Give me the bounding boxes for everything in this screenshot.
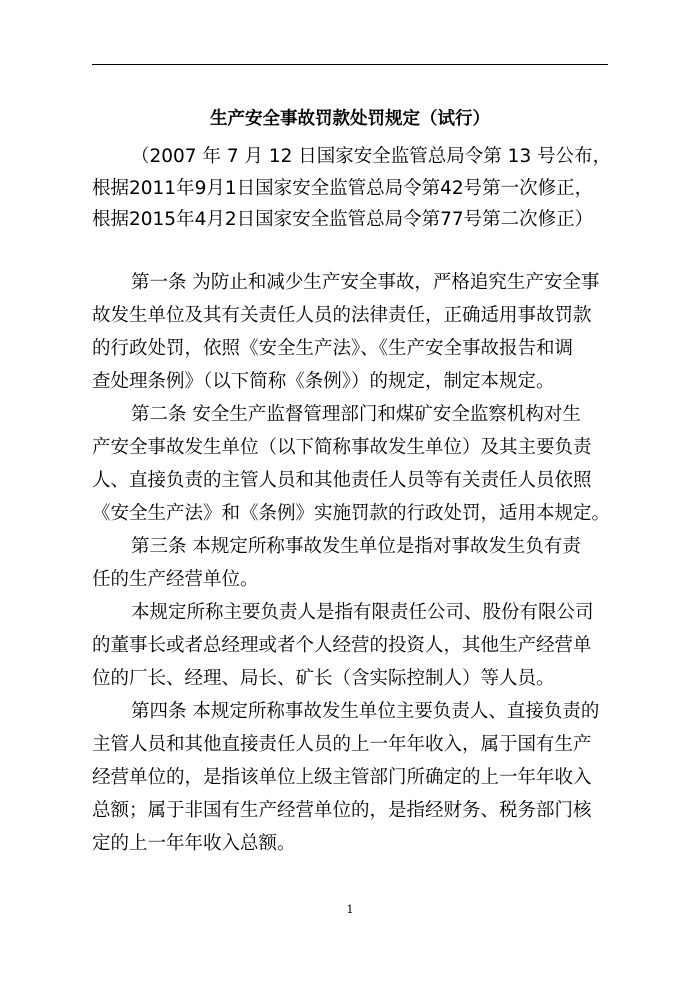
issuance-line-3: 根据2015年4月2日国家安全监管总局令第77号第二次修正） (92, 209, 594, 230)
article-2-line-2: 产安全事故发生单位（以下简称事故发生单位）及其主要负责 (92, 437, 592, 458)
issuance-line-1: （2007 年 7 月 12 日国家安全监管总局令第 13 号公布， (131, 146, 612, 167)
article-2-line-4: 《安全生产法》和《条例》实施罚款的行政处罚，适用本规定。 (92, 503, 611, 524)
article-3-para-2-line-2: 的董事长或者总经理或者个人经营的投资人，其他生产经营单 (92, 635, 592, 656)
header-rule (92, 64, 608, 65)
article-4-line-4: 总额；属于非国有生产经营单位的，是指经财务、税务部门核 (92, 800, 592, 821)
article-3-line-1: 第三条 本规定所称事故发生单位是指对事故发生负有责 (131, 536, 581, 557)
article-4-line-3: 经营单位的，是指该单位上级主管部门所确定的上一年年收入 (92, 767, 592, 788)
article-4-line-5: 定的上一年年收入总额。 (92, 833, 296, 854)
article-1-line-1: 第一条 为防止和减少生产安全事故，严格追究生产安全事 (131, 272, 600, 293)
article-4-line-1: 第四条 本规定所称事故发生单位主要负责人、直接负责的 (131, 701, 600, 722)
article-3-para-2-line-3: 位的厂长、经理、局长、矿长（含实际控制人）等人员。 (92, 668, 555, 689)
article-4-line-2: 主管人员和其他直接责任人员的上一年年收入，属于国有生产 (92, 734, 592, 755)
page-number: 1 (346, 903, 354, 916)
article-2-line-1: 第二条 安全生产监督管理部门和煤矿安全监察机构对生 (131, 404, 581, 425)
issuance-line-2: 根据2011年9月1日国家安全监管总局令第42号第一次修正， (92, 178, 594, 199)
article-1-line-4: 查处理条例》（以下简称《条例》）的规定，制定本规定。 (92, 371, 555, 392)
article-1-line-2: 故发生单位及其有关责任人员的法律责任，正确适用事故罚款 (92, 305, 592, 326)
document-title: 生产安全事故罚款处罚规定（试行） (210, 109, 490, 129)
article-1-line-3: 的行政处罚，依照《安全生产法》、《生产安全事故报告和调 (92, 338, 574, 359)
article-2-line-3: 人、直接负责的主管人员和其他责任人员等有关责任人员依照 (92, 470, 592, 491)
article-3-line-2: 任的生产经营单位。 (92, 569, 259, 590)
article-3-para-2-line-1: 本规定所称主要负责人是指有限责任公司、股份有限公司 (131, 602, 594, 623)
